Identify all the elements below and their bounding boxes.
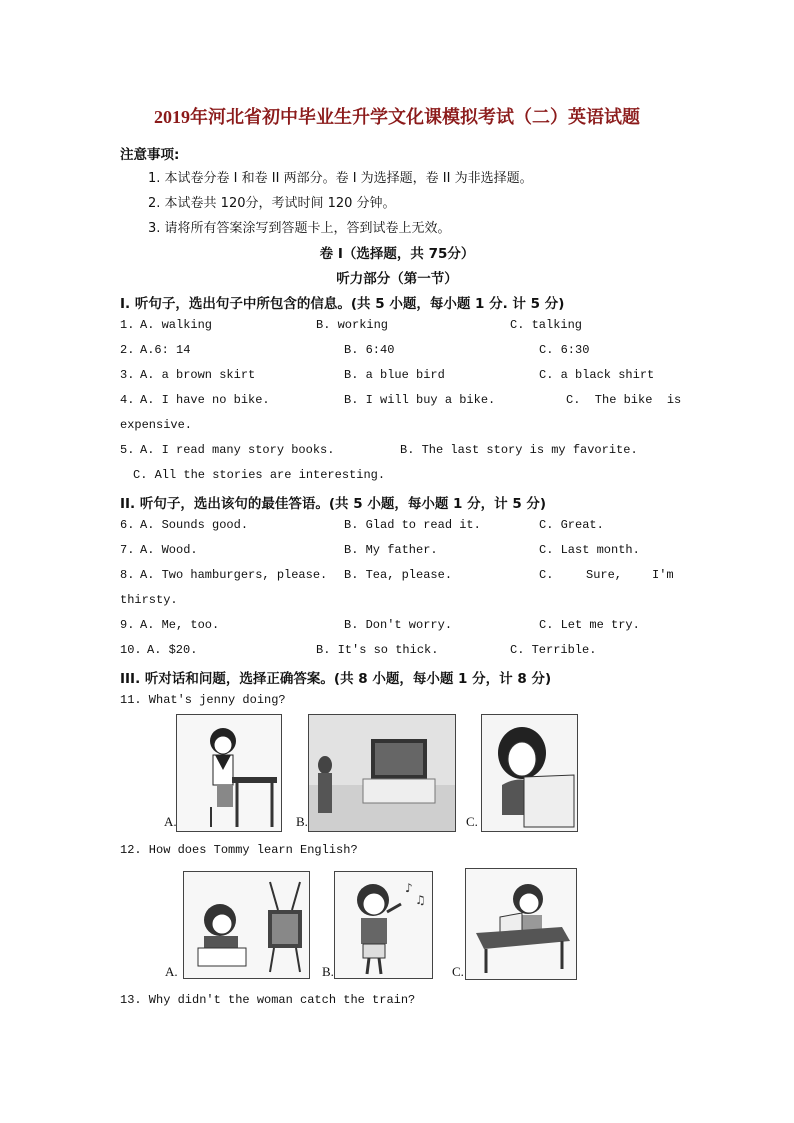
option-c: C. 6:30	[539, 343, 590, 357]
question-number: 5.	[120, 443, 135, 457]
question-number: 10.	[120, 643, 142, 657]
option-continuation: expensive.	[120, 418, 193, 432]
option-b: B. Glad to read it.	[344, 518, 481, 532]
option-c: C. Great.	[539, 518, 604, 532]
picture-option-b	[334, 871, 433, 979]
picture-label: C.	[452, 964, 464, 979]
svg-text:♪: ♪	[405, 881, 413, 895]
picture-label: B.	[296, 814, 308, 829]
option-c: C. Let me try.	[539, 618, 640, 632]
picture-label: A.	[165, 964, 178, 979]
picture-option-a	[176, 714, 282, 832]
option-b: B. 6:40	[344, 343, 395, 357]
section-heading: III. 听对话和问题，选择正确答案。(共 8 小题，每小题 1 分，计 8 分)	[120, 671, 552, 687]
option-b: B. Don't worry.	[344, 618, 453, 632]
question-number: 3.	[120, 368, 135, 382]
note-item: 3. 请将所有答案涂写到答题卡上，答到试卷上无效。	[148, 221, 451, 236]
note-item: 2. 本试卷共 120分，考试时间 120 分钟。	[148, 196, 396, 211]
woman-watching-tv-image	[309, 715, 455, 831]
boy-watching-tv-image	[184, 872, 309, 978]
note-item: 1. 本试卷分卷 I 和卷 II 两部分。卷 I 为选择题，卷 II 为非选择题。	[148, 171, 533, 186]
question-text: 12. How does Tommy learn English?	[120, 843, 358, 857]
option-continuation: thirsty.	[120, 593, 178, 607]
option-c: C. a black shirt	[539, 368, 655, 382]
question-number: 6.	[120, 518, 135, 532]
svg-text:♫: ♫	[415, 893, 426, 907]
option-a: A. Two hamburgers, please.	[140, 568, 328, 582]
picture-option-b	[308, 714, 456, 832]
question-text: 13. Why didn't the woman catch the train?	[120, 993, 416, 1007]
girl-writing-at-desk-image	[177, 715, 281, 831]
option-a: A. I have no bike.	[140, 393, 270, 407]
option-b: B. Tea, please.	[344, 568, 453, 582]
listening-heading: 听力部分（第一节）	[336, 271, 458, 287]
question-number: 8.	[120, 568, 135, 582]
picture-option-c	[481, 714, 578, 832]
option-c: C. Last month.	[539, 543, 640, 557]
option-a: A.6: 14	[140, 343, 191, 357]
question-number: 9.	[120, 618, 135, 632]
volume-heading: 卷 I（选择题，共 75分）	[319, 246, 475, 262]
question-number: 2.	[120, 343, 135, 357]
option-c: C. Terrible.	[510, 643, 597, 657]
question-number: 7.	[120, 543, 135, 557]
boy-reading-book-image	[466, 869, 576, 979]
question-number: 1.	[120, 318, 135, 332]
option-c-word: Sure,	[586, 568, 623, 582]
option-b: B. The last story is my favorite.	[400, 443, 638, 457]
option-a: A. I read many story books.	[140, 443, 335, 457]
option-b: B. It's so thick.	[316, 643, 439, 657]
page-title: 2019年河北省初中毕业生升学文化课模拟考试（二）英语试题	[154, 107, 640, 127]
option-a: A. a brown skirt	[140, 368, 256, 382]
picture-option-c	[465, 868, 577, 980]
option-a: A. Wood.	[140, 543, 198, 557]
option-c: C. The bike is	[566, 393, 682, 407]
boy-singing-image	[335, 872, 432, 978]
picture-label: B.	[322, 964, 334, 979]
option-a: A. $20.	[147, 643, 198, 657]
option-b: B. working	[316, 318, 389, 332]
option-a: A. Me, too.	[140, 618, 220, 632]
option-b: B. a blue bird	[344, 368, 445, 382]
question-text: 11. What's jenny doing?	[120, 693, 286, 707]
option-b: B. My father.	[344, 543, 438, 557]
option-c-word: I'm	[652, 568, 674, 582]
picture-label: A.	[164, 814, 177, 829]
option-c: C. talking	[510, 318, 583, 332]
picture-label: C.	[466, 814, 478, 829]
section-heading: I. 听句子，选出句子中所包含的信息。(共 5 小题，每小题 1 分. 计 5 分)	[120, 296, 565, 312]
option-c: C.	[539, 568, 554, 582]
option-b: B. I will buy a bike.	[344, 393, 496, 407]
option-c: C. All the stories are interesting.	[133, 468, 386, 482]
option-a: A. Sounds good.	[140, 518, 249, 532]
option-a: A. walking	[140, 318, 213, 332]
picture-option-a	[183, 871, 310, 979]
notes-heading: 注意事项:	[120, 147, 180, 163]
girl-with-laptop-image	[482, 715, 577, 831]
section-heading: II. 听句子，选出该句的最佳答语。(共 5 小题，每小题 1 分，计 5 分)	[120, 496, 547, 512]
question-number: 4.	[120, 393, 135, 407]
